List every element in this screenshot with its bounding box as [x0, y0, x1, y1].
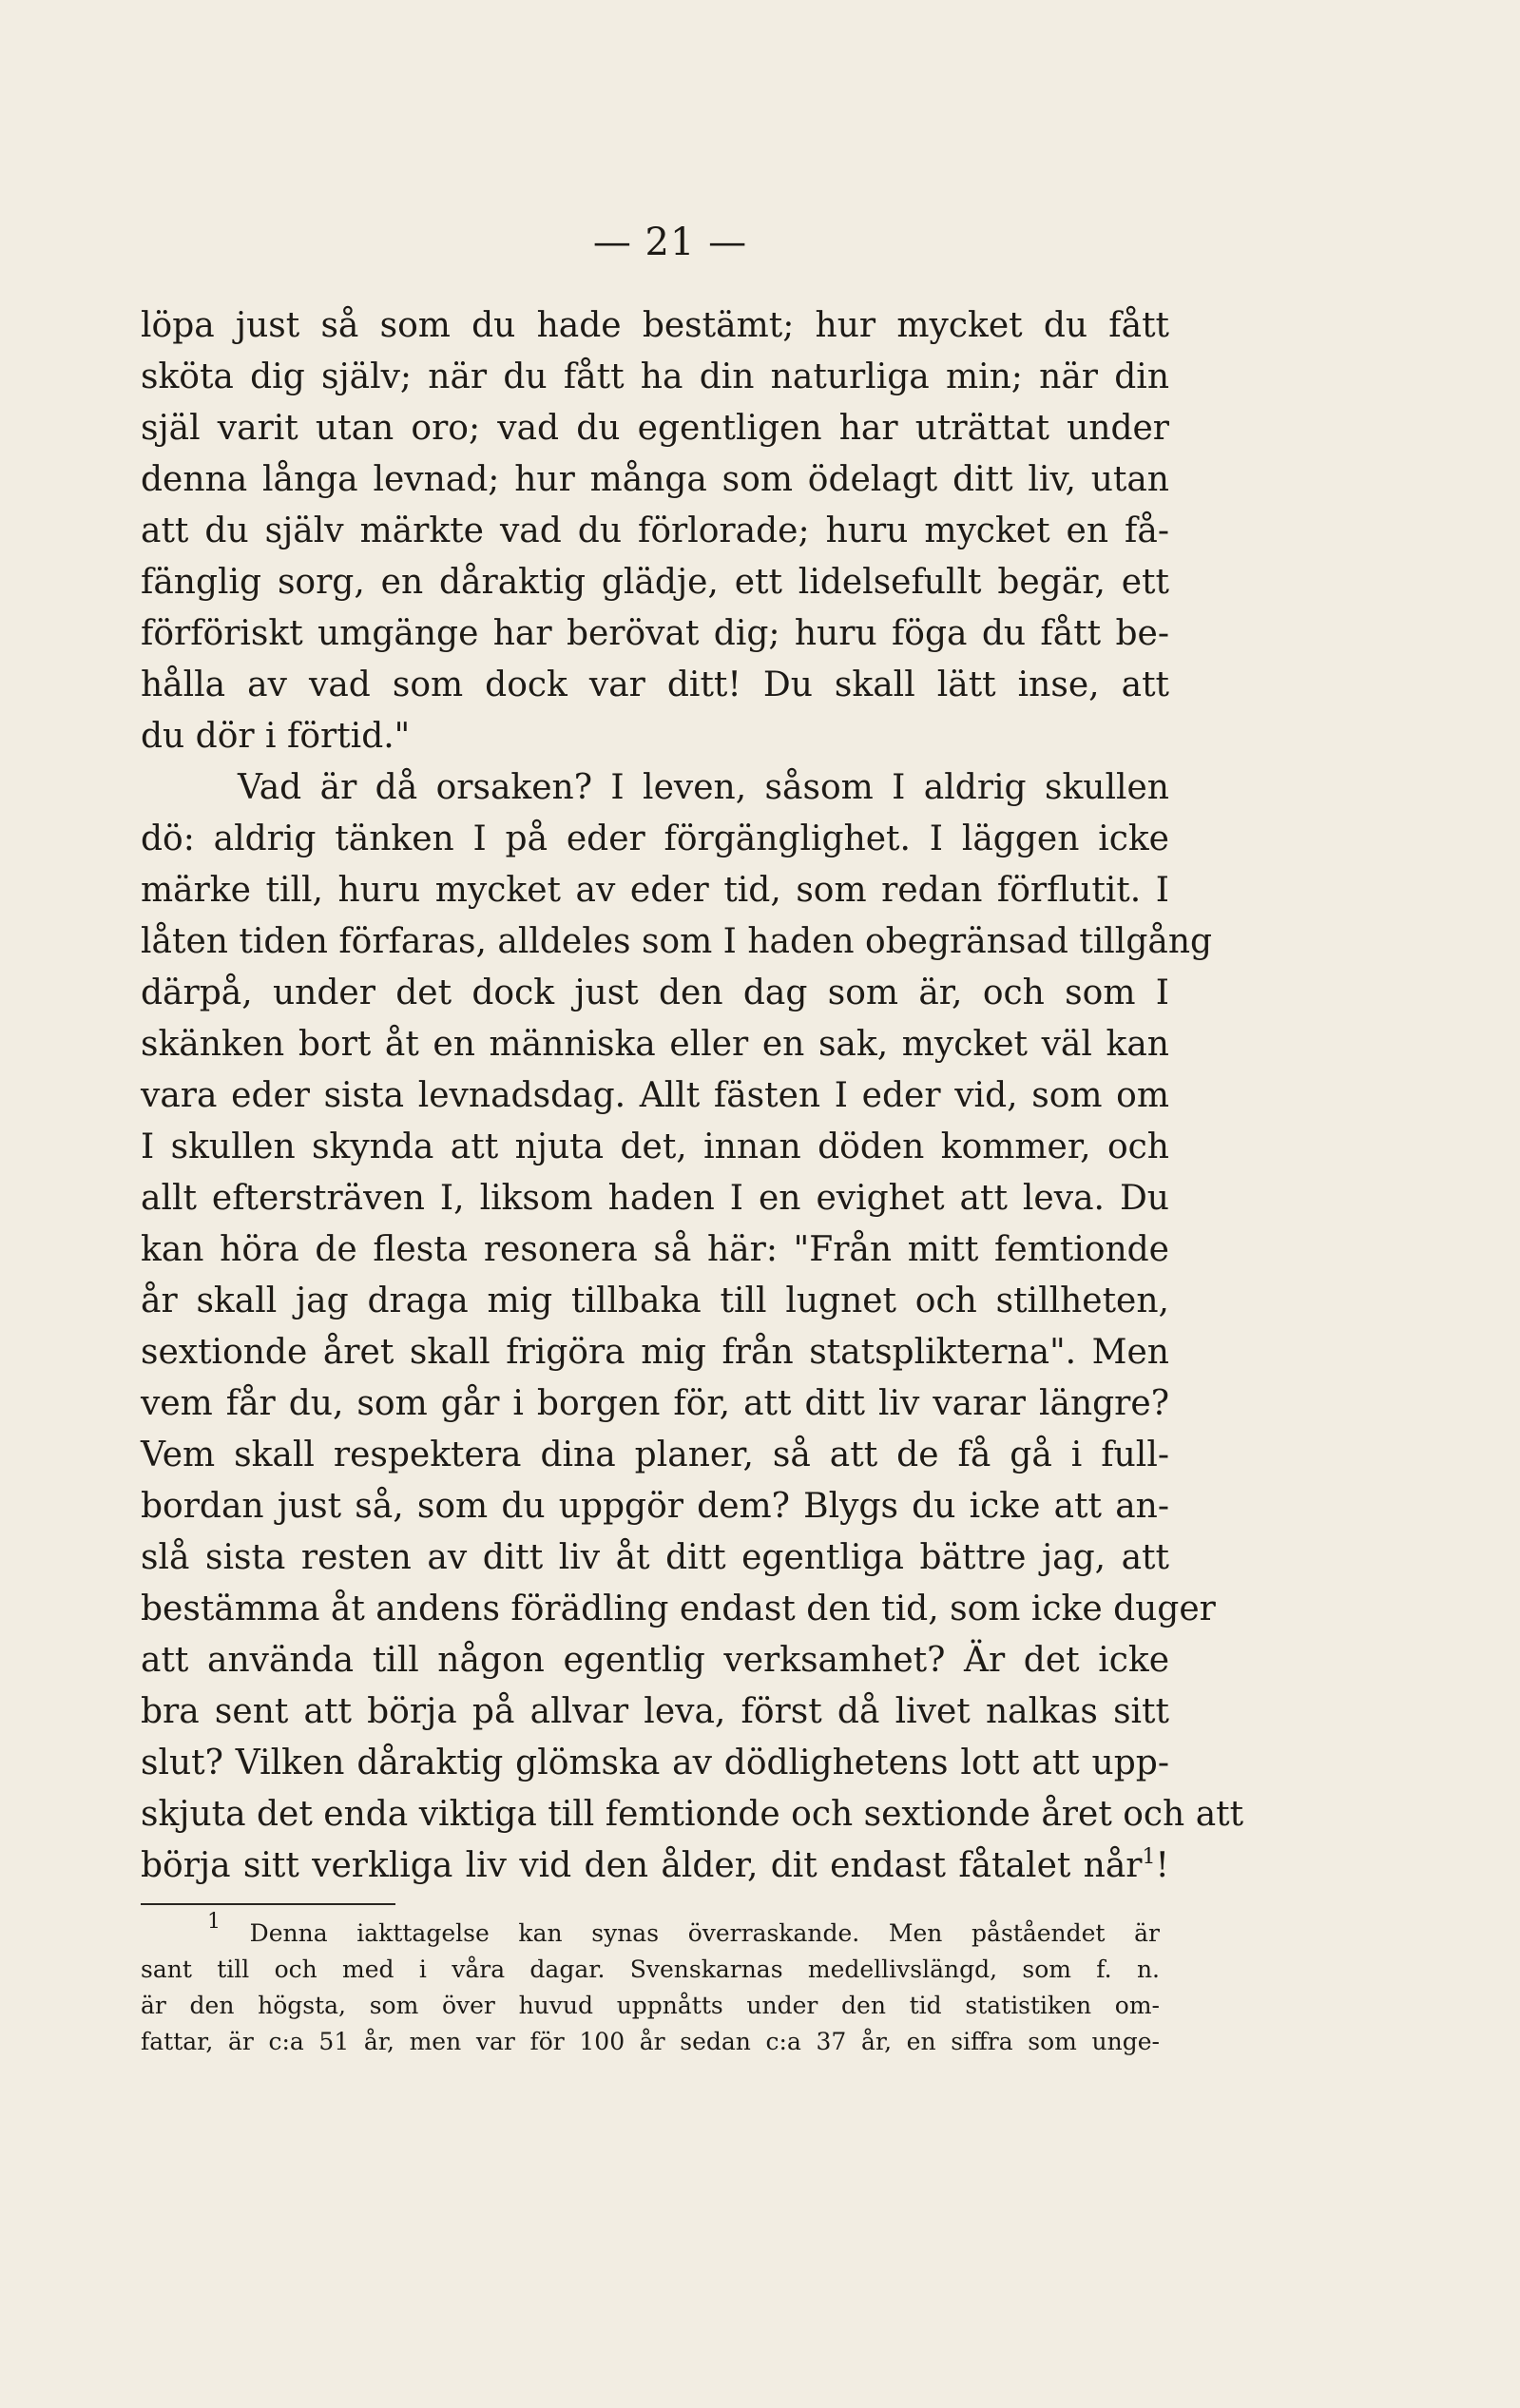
- footnote-line: fattar, är c:a 51 år, men var för 100 år sedan c:a 37 år, en siffra som unge-: [141, 2028, 1160, 2055]
- body-line: märke till, huru mycket av eder tid, som redan förflutit. I: [141, 871, 1169, 910]
- body-line: sextionde året skall frigöra mig från statsplikterna". Men: [141, 1333, 1169, 1372]
- body-line: år skall jag draga mig tillbaka till lugnet och stillheten,: [141, 1281, 1169, 1320]
- body-line: förföriskt umgänge har berövat dig; huru föga du fått be-: [141, 614, 1169, 653]
- footnote-line: sant till och med i våra dagar. Svenskarnas medellivslängd, som f. n.: [141, 1955, 1160, 1983]
- body-line-end: !: [1155, 1846, 1169, 1885]
- body-line: löpa just så som du hade bestämt; hur mycket du fått: [141, 306, 1169, 345]
- body-line: bordan just så, som du uppgör dem? Blygs du icke att an-: [141, 1487, 1169, 1526]
- body-line: låten tiden förfaras, alldeles som I haden obegränsad tillgång: [141, 922, 1213, 961]
- body-line: dö: aldrig tänken I på eder förgänglighet. I läggen icke: [141, 819, 1169, 858]
- body-line: bestämma åt andens förädling endast den tid, som icke duger: [141, 1589, 1216, 1628]
- body-line: att använda till någon egentlig verksamhet? Är det icke: [141, 1641, 1169, 1680]
- body-line: bra sent att börja på allvar leva, först då livet nalkas sitt: [141, 1692, 1169, 1731]
- body-line: denna långa levnad; hur många som ödelagt ditt liv, utan: [141, 460, 1169, 499]
- body-line-text: börja sitt verkliga liv vid den ålder, dit endast fåtalet når: [141, 1846, 1143, 1885]
- footnote-line: är den högsta, som över huvud uppnåtts under den tid statistiken om-: [141, 1992, 1160, 2019]
- body-line: själ varit utan oro; vad du egentligen har uträttat under: [141, 409, 1169, 448]
- body-line: allt eftersträven I, liksom haden I en evighet att leva. Du: [141, 1179, 1169, 1218]
- body-line: därpå, under det dock just den dag som är, och som I: [141, 973, 1169, 1012]
- body-line: att du själv märkte vad du förlorade; huru mycket en få-: [141, 511, 1169, 550]
- footnote-text: Denna iakttagelse kan synas överraskande. Men påståendet är: [249, 1919, 1160, 1947]
- footnote-first-line: [207, 1910, 1160, 1951]
- body-line: fänglig sorg, en dåraktig glädje, ett lidelsefullt begär, ett: [141, 563, 1169, 602]
- body-line: sköta dig själv; när du fått ha din naturliga min; när din: [141, 357, 1169, 396]
- footnote-reference: 1: [1142, 1845, 1156, 1869]
- body-line: skjuta det enda viktiga till femtionde och sextionde året och att: [141, 1795, 1244, 1834]
- body-line: slut? Vilken dåraktig glömska av dödlighetens lott att upp-: [141, 1743, 1169, 1782]
- body-line: vem får du, som går i borgen för, att ditt liv varar längre?: [141, 1384, 1169, 1423]
- body-line: I skullen skynda att njuta det, innan döden kommer, och: [141, 1127, 1169, 1166]
- body-line: hålla av vad som dock var ditt! Du skall lätt inse, att: [141, 665, 1169, 704]
- body-line: kan höra de flesta resonera så här: "Från mitt femtionde: [141, 1230, 1169, 1269]
- body-line: vara eder sista levnadsdag. Allt fästen I eder vid, som om: [141, 1076, 1169, 1115]
- body-line: Vem skall respektera dina planer, så att de få gå i full-: [141, 1435, 1169, 1474]
- page-number: — 21 —: [592, 221, 748, 264]
- footnote-divider: [141, 1903, 395, 1905]
- body-line: du dör i förtid.": [141, 717, 411, 756]
- paragraph-start-line: Vad är då orsaken? I leven, såsom I aldrig skullen: [238, 768, 1169, 807]
- footnote-marker: 1: [207, 1910, 221, 1934]
- body-line-with-note: [141, 1842, 1169, 1890]
- body-line: skänken bort åt en människa eller en sak, mycket väl kan: [141, 1025, 1169, 1064]
- body-line: slå sista resten av ditt liv åt ditt egentliga bättre jag, att: [141, 1538, 1169, 1577]
